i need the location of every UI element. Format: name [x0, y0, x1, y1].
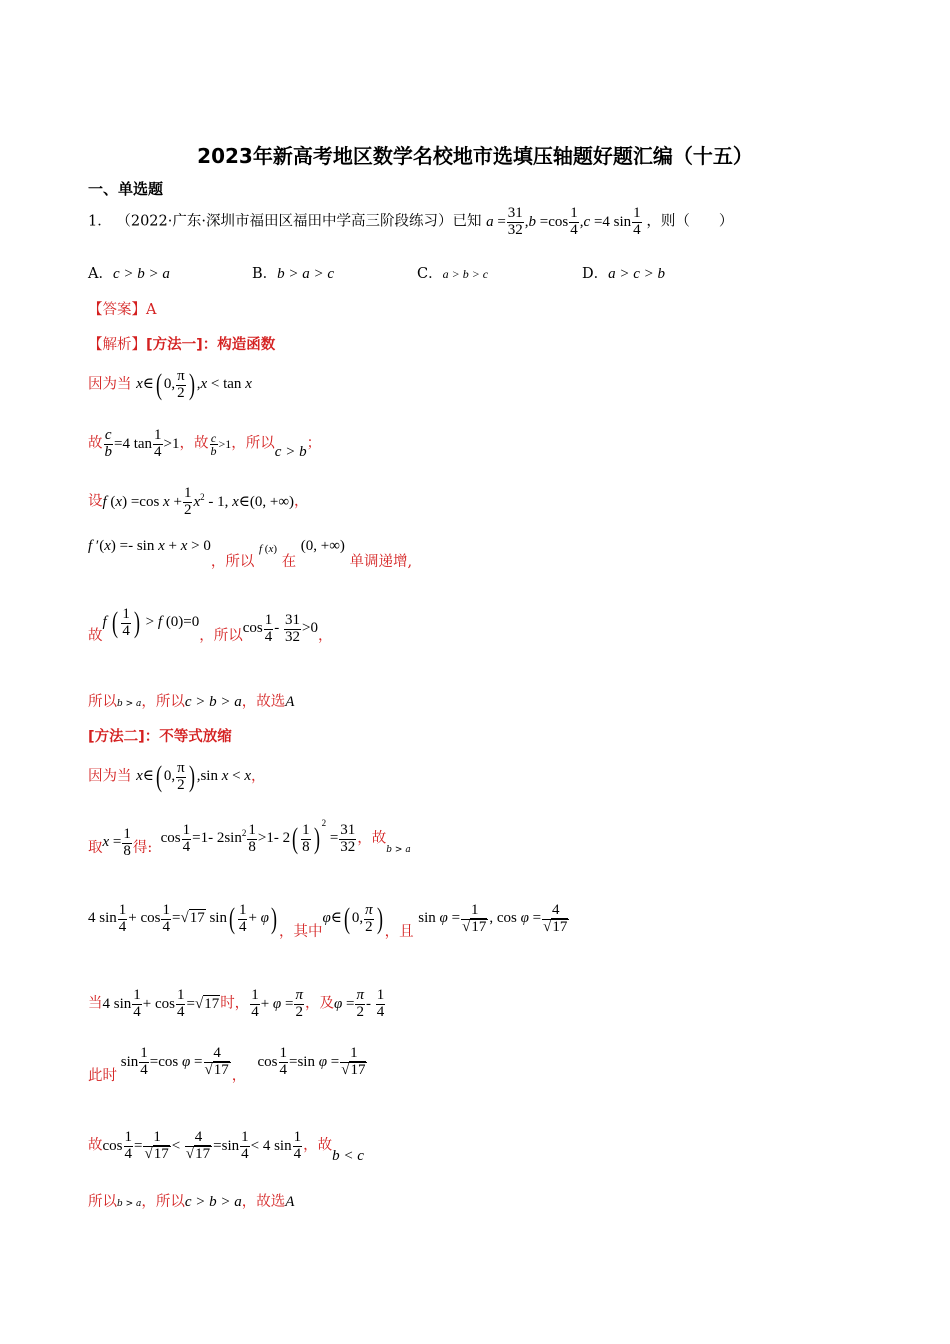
option-b[interactable]: B．b > a > c	[252, 266, 335, 282]
m2-line6: 故cos $\frac{1}{4}$ = $\frac{1}{√17}$ < $\frac{4}{√17}$ =sin $\frac{1}{4}$ < 4 sin $\frac{1}{4}$ ，故b < c	[88, 1129, 364, 1164]
method2-heading: [方法二]：不等式放缩	[88, 729, 232, 745]
page-title: 2023年新高考地区数学名校地市选填压轴题好题汇编（十五）	[197, 144, 753, 168]
m1-line6: 所以b > a，所以c > b > a，故选A	[88, 694, 295, 710]
question-condition: a = $\frac{31}{32}$ ,b =cos $\frac{1}{4}$ ,c =4 sin $\frac{1}{4}$	[486, 205, 641, 238]
m1-line1: 因为当 x∈( 0, $\frac{\pi}{2}$ ) ,x < tan x	[88, 367, 252, 401]
m2-line7: 所以b > a，所以c > b > a，故选A	[88, 1194, 295, 1210]
m1-line5: 故f ( $\frac{1}{4}$ ) > f (0)=0，所以cos $\frac{1}{4}$ - $\frac{31}{32}$ >0，	[88, 605, 333, 645]
m2-line4: 当4 sin $\frac{1}{4}$ + cos $\frac{1}{4}$ =√17时， $\frac{1}{4}$ + φ = $\frac{\pi}{2}$ ，及φ = $\frac{\pi}{2}$ - $\frac{1}{4}$	[88, 987, 385, 1020]
m2-line1: 因为当 x∈( 0, $\frac{\pi}{2}$ ) ,sin x < x，	[88, 759, 266, 793]
option-c[interactable]: C．a > b > c	[417, 266, 489, 282]
question-source: （2022·广东·深圳市福田区福田中学高三阶段练习）已知	[116, 213, 482, 230]
option-d[interactable]: D．a > c > b	[582, 266, 666, 282]
question-tail: ，则（ ）	[646, 213, 734, 230]
question-number: 1．	[88, 213, 112, 230]
question-line	[88, 206, 733, 239]
section-heading: 一、单选题	[88, 180, 164, 198]
m1-line3: 设f (x) =cos x + $\frac{1}{2}$ $x^2 - 1$, x∈(0, +∞)，	[88, 485, 309, 518]
answer-line: 【答案】A	[88, 302, 157, 318]
m2-line5: 此时 sin $\frac{1}{4}$ =cos φ = $\frac{4}{√17}$ ， cos $\frac{1}{4}$ =sin φ = $\frac{1}{√17}$	[88, 1045, 366, 1084]
m2-line3: 4 sin $\frac{1}{4}$ + cos $\frac{1}{4}$ =√17 sin( $\frac{1}{4}$ + φ) ，其中φ∈( 0, $\frac{\pi}{2}$ ) ，且 sin φ = $\frac{1}{√17}$ , cos φ = $\frac{4}{√17}$	[88, 901, 568, 941]
option-a[interactable]: A．c > b > a	[88, 266, 170, 282]
m1-line2: 故 $\frac{c}{b}$ =4 tan $\frac{1}{4}$ >1，故 $\frac{c}{b}$ >1，所以c > b；	[88, 427, 322, 460]
m2-line2: 取x = $\frac{1}{8}$ 得: cos $\frac{1}{4}$ =1- $2\sin^2$ $\frac{1}{8}$ >1- 2( $\frac{1}{8}$ ) $^2$ = $\frac{31}{32}$ ，故$_{b > a}$	[88, 818, 411, 859]
m1-line4: f ′(x) =- sin x + x > 0，所以 $^{f (x)}$ 在 (0, +∞) 单调递增,	[88, 538, 413, 570]
analysis-heading: 【解析】[方法一]：构造函数	[88, 337, 276, 353]
